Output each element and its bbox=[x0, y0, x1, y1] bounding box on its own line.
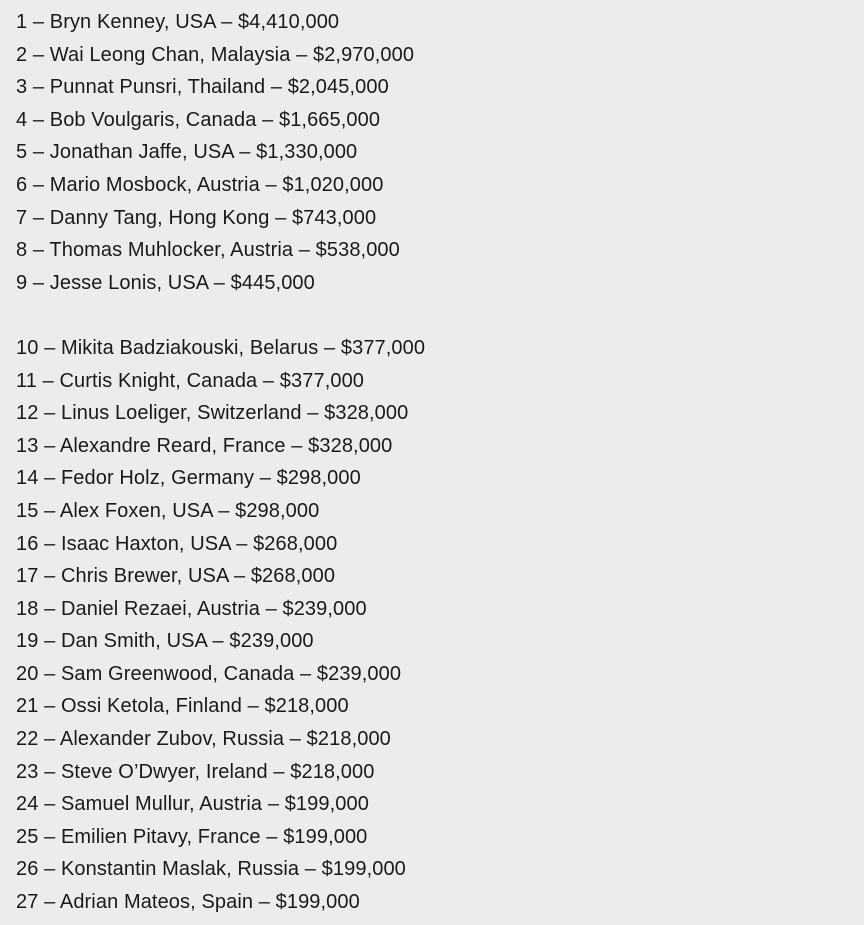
list-item: 2 – Wai Leong Chan, Malaysia – $2,970,000 bbox=[16, 43, 415, 66]
list-item: 6 – Mario Mosbock, Austria – $1,020,000 bbox=[16, 173, 384, 196]
list-item: 8 – Thomas Muhlocker, Austria – $538,000 bbox=[16, 239, 400, 262]
list-item: 18 – Daniel Rezaei, Austria – $239,000 bbox=[16, 597, 367, 620]
list-item: 13 – Alexandre Reard, France – $328,000 bbox=[16, 434, 393, 457]
list-item: 21 – Ossi Ketola, Finland – $218,000 bbox=[16, 695, 349, 718]
list-item: 27 – Adrian Mateos, Spain – $199,000 bbox=[16, 891, 360, 914]
list-item: 19 – Dan Smith, USA – $239,000 bbox=[16, 630, 314, 653]
list-item: 10 – Mikita Badziakouski, Belarus – $377,000 bbox=[16, 336, 426, 359]
list-item: 1 – Bryn Kenney, USA – $4,410,000 bbox=[16, 11, 340, 33]
list-item: 15 – Alex Foxen, USA – $298,000 bbox=[16, 499, 320, 522]
list-item: 3 – Punnat Punsri, Thailand – $2,045,000 bbox=[16, 76, 389, 99]
list-item: 11 – Curtis Knight, Canada – $377,000 bbox=[16, 369, 365, 392]
list-item: 23 – Steve O’Dwyer, Ireland – $218,000 bbox=[16, 760, 375, 783]
list-item: 20 – Sam Greenwood, Canada – $239,000 bbox=[16, 662, 402, 685]
list-item: 7 – Danny Tang, Hong Kong – $743,000 bbox=[16, 206, 377, 229]
list-item: 12 – Linus Loeliger, Switzerland – $328,000 bbox=[16, 402, 409, 425]
list-item: 22 – Alexander Zubov, Russia – $218,000 bbox=[16, 728, 391, 751]
list-item: 9 – Jesse Lonis, USA – $445,000 bbox=[16, 271, 315, 294]
list-item: 5 – Jonathan Jaffe, USA – $1,330,000 bbox=[16, 141, 358, 164]
ranking-list-top-9 bbox=[16, 6, 864, 299]
list-item: 26 – Konstantin Maslak, Russia – $199,000 bbox=[16, 858, 406, 881]
list-item: 24 – Samuel Mullur, Austria – $199,000 bbox=[16, 793, 369, 816]
list-item: 25 – Emilien Pitavy, France – $199,000 bbox=[16, 825, 368, 848]
ranking-list-10-to-27 bbox=[16, 332, 864, 919]
list-item: 16 – Isaac Haxton, USA – $268,000 bbox=[16, 532, 338, 555]
list-item: 17 – Chris Brewer, USA – $268,000 bbox=[16, 565, 336, 588]
list-item: 14 – Fedor Holz, Germany – $298,000 bbox=[16, 467, 361, 490]
list-item: 4 – Bob Voulgaris, Canada – $1,665,000 bbox=[16, 108, 381, 131]
